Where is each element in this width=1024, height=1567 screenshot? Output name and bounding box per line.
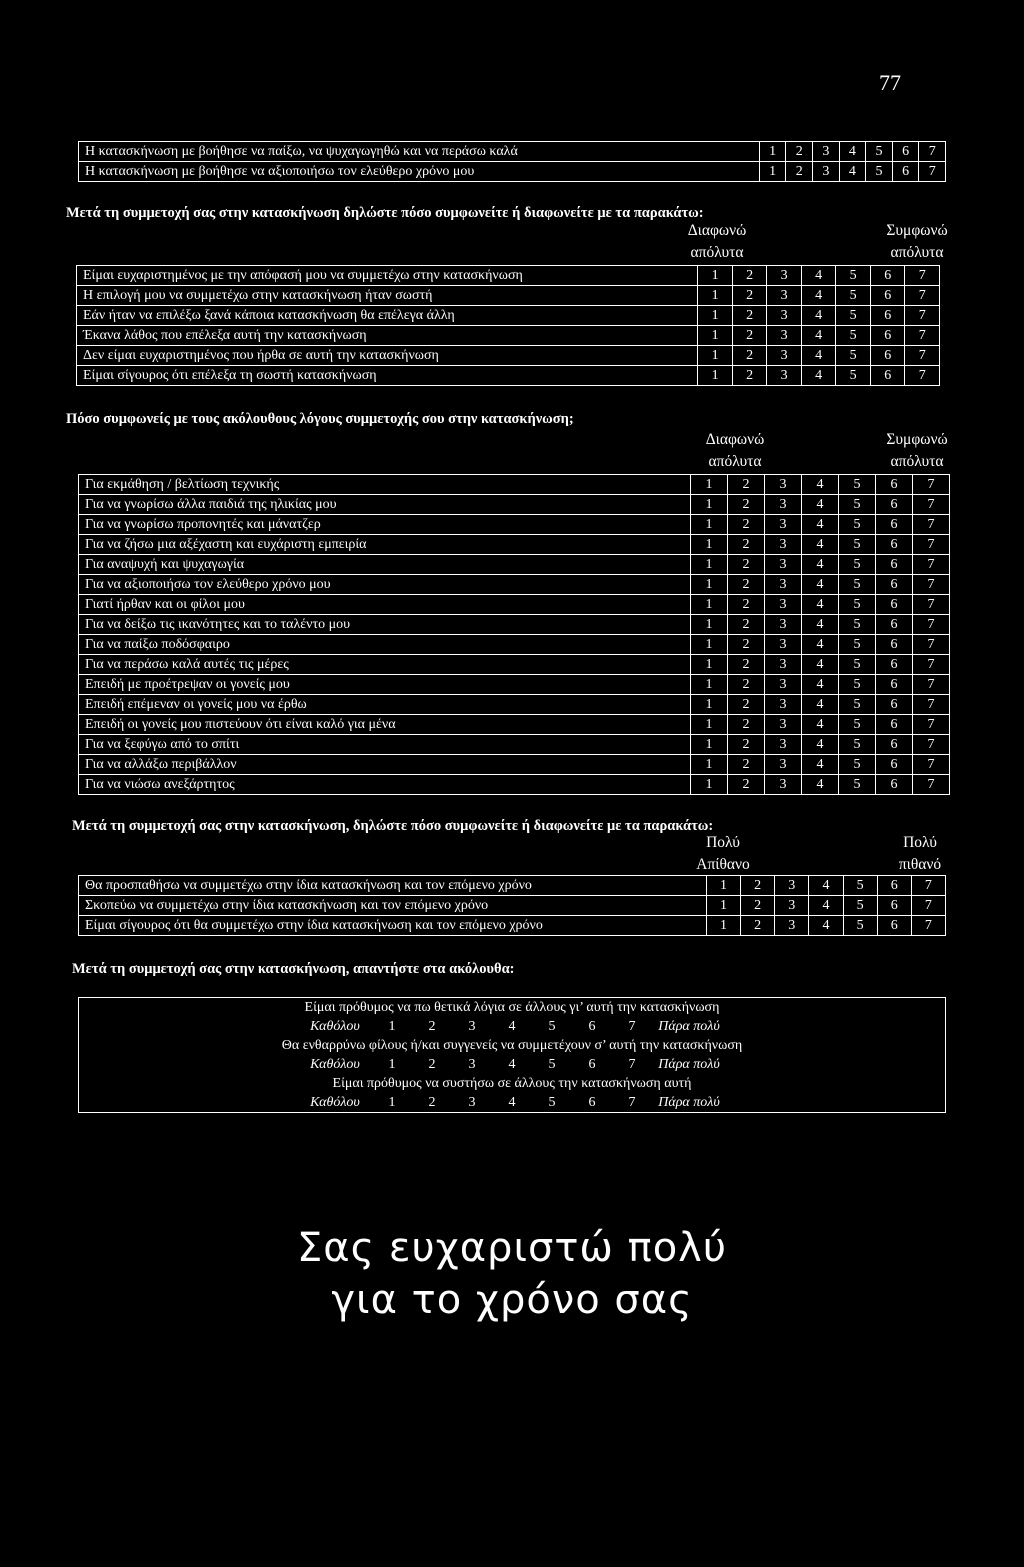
scale-option-2[interactable]: 2 — [728, 655, 765, 675]
statement-cell: Για να δείξω τις ικανότητες και το ταλέντο μου — [79, 615, 691, 635]
scale-option-4[interactable]: 4 — [802, 555, 839, 575]
closing-message — [0, 1222, 1024, 1326]
scale-option-7[interactable]: 7 — [913, 475, 950, 495]
statement-cell: Για να περάσω καλά αυτές τις μέρες — [79, 655, 691, 675]
scale-option-5[interactable]: 5 — [548, 1095, 556, 1110]
scale-option-2[interactable]: 2 — [741, 916, 775, 936]
statement-cell: Για να γνωρίσω προπονητές και μάνατζερ — [79, 515, 691, 535]
scale-option-5[interactable]: 5 — [843, 916, 877, 936]
table-row — [79, 162, 946, 182]
scale-option-3[interactable]: 3 — [775, 876, 809, 896]
scale-option-6[interactable]: 6 — [876, 775, 913, 795]
scale-option-6[interactable]: 6 — [870, 326, 905, 346]
scale-option-7[interactable]: 7 — [905, 306, 940, 326]
scale-option-1[interactable]: 1 — [691, 595, 728, 615]
scale-option-3[interactable]: 3 — [765, 595, 802, 615]
table-row — [79, 595, 950, 615]
scale-option-4[interactable]: 4 — [809, 896, 843, 916]
scale-option-3[interactable]: 3 — [775, 896, 809, 916]
table-row — [79, 876, 946, 896]
table-row — [79, 735, 950, 755]
scale-option-1[interactable]: 1 — [698, 266, 733, 286]
scale-option-6[interactable]: 6 — [876, 515, 913, 535]
scale-option-4[interactable]: 4 — [802, 635, 839, 655]
scale-option-6[interactable]: 6 — [892, 142, 919, 162]
scale-option-4[interactable]: 4 — [801, 346, 836, 366]
statement-cell: Για εκμάθηση / βελτίωση τεχνικής — [79, 475, 691, 495]
scale-option-7[interactable]: 7 — [913, 715, 950, 735]
section2-left-label: Διαφωνώ απόλυτα — [705, 431, 765, 470]
scale-option-4[interactable]: 4 — [802, 495, 839, 515]
scale-option-3[interactable]: 3 — [813, 142, 840, 162]
page-number: 77 — [879, 70, 901, 95]
scale-option-6[interactable]: 6 — [876, 575, 913, 595]
section4-statement: Θα ενθαρρύνω φίλους ή/και συγγενείς να συμμετέχουν σ’ αυτή την κατασκήνωση — [281, 1038, 743, 1053]
scale-option-2[interactable]: 2 — [728, 755, 765, 775]
scale-option-6[interactable]: 6 — [877, 896, 911, 916]
scale-option-5[interactable]: 5 — [839, 715, 876, 735]
scale-option-7[interactable]: 7 — [913, 635, 950, 655]
scale-option-4[interactable]: 4 — [802, 695, 839, 715]
scale-option-2[interactable]: 2 — [728, 575, 765, 595]
scale-option-4[interactable]: 4 — [801, 326, 836, 346]
scale-option-5[interactable]: 5 — [866, 142, 893, 162]
scale-option-1[interactable]: 1 — [759, 142, 786, 162]
scale-option-2[interactable]: 2 — [732, 306, 767, 326]
scale-option-2[interactable]: 2 — [728, 735, 765, 755]
statement-cell: Για να παίξω ποδόσφαιρο — [79, 635, 691, 655]
scale-option-4[interactable]: 4 — [802, 615, 839, 635]
scale-option-6[interactable]: 6 — [588, 1057, 596, 1072]
statement-cell: Εάν ήταν να επιλέξω ξανά κάποια κατασκήνωση θα επέλεγα άλλη — [77, 306, 698, 326]
scale-option-2[interactable]: 2 — [728, 775, 765, 795]
statement-cell: Επειδή οι γονείς μου πιστεύουν ότι είναι καλό για μένα — [79, 715, 691, 735]
scale-option-3[interactable]: 3 — [775, 916, 809, 936]
scale-option-1[interactable]: 1 — [691, 635, 728, 655]
scale-option-1[interactable]: 1 — [388, 1019, 396, 1034]
scale-option-6[interactable]: 6 — [588, 1019, 596, 1034]
scale-option-2[interactable]: 2 — [428, 1095, 436, 1110]
scale-option-1[interactable]: 1 — [698, 366, 733, 386]
scale-option-7[interactable]: 7 — [905, 266, 940, 286]
scale-option-2[interactable]: 2 — [732, 266, 767, 286]
table-row — [79, 896, 946, 916]
scale-option-6[interactable]: 6 — [876, 695, 913, 715]
scale-option-4[interactable]: 4 — [508, 1057, 516, 1072]
scale-option-2[interactable]: 2 — [728, 475, 765, 495]
scale-option-2[interactable]: 2 — [728, 515, 765, 535]
scale-option-1[interactable]: 1 — [759, 162, 786, 182]
scale-option-4[interactable]: 4 — [802, 515, 839, 535]
scale-option-4[interactable]: 4 — [802, 755, 839, 775]
scale-high-label: Πάρα πολύ — [658, 1057, 720, 1072]
scale-option-6[interactable]: 6 — [588, 1095, 596, 1110]
scale-option-3[interactable]: 3 — [765, 475, 802, 495]
scale-option-2[interactable]: 2 — [786, 162, 813, 182]
statement-cell: Η επιλογή μου να συμμετέχω στην κατασκήνωση ήταν σωστή — [77, 286, 698, 306]
scale-option-1[interactable]: 1 — [698, 306, 733, 326]
scale-option-5[interactable]: 5 — [836, 346, 871, 366]
scale-option-4[interactable]: 4 — [508, 1095, 516, 1110]
section2-table — [78, 474, 950, 795]
scale-option-2[interactable]: 2 — [728, 695, 765, 715]
scale-option-5[interactable]: 5 — [839, 695, 876, 715]
section4-statement: Είμαι πρόθυμος να πω θετικά λόγια σε άλλους γι’ αυτή την κατασκήνωση — [304, 1000, 720, 1015]
scale-option-1[interactable]: 1 — [691, 755, 728, 775]
table-row — [79, 495, 950, 515]
scale-option-6[interactable]: 6 — [892, 162, 919, 182]
statement-cell: Είμαι σίγουρος ότι θα συμμετέχω στην ίδια κατασκήνωση και τον επόμενο χρόνο — [79, 916, 707, 936]
section4-scale — [79, 1093, 945, 1112]
scale-option-7[interactable]: 7 — [913, 595, 950, 615]
scale-option-6[interactable]: 6 — [876, 655, 913, 675]
scale-option-1[interactable]: 1 — [706, 876, 740, 896]
scale-option-4[interactable]: 4 — [801, 306, 836, 326]
scale-option-5[interactable]: 5 — [836, 326, 871, 346]
scale-option-5[interactable]: 5 — [839, 755, 876, 775]
table-row — [77, 366, 940, 386]
scale-option-1[interactable]: 1 — [691, 775, 728, 795]
statement-cell: Για να ξεφύγω από το σπίτι — [79, 735, 691, 755]
scale-option-1[interactable]: 1 — [691, 655, 728, 675]
scale-option-7[interactable]: 7 — [913, 495, 950, 515]
table-row — [79, 475, 950, 495]
scale-option-3[interactable]: 3 — [767, 286, 802, 306]
scale-option-3[interactable]: 3 — [767, 306, 802, 326]
scale-option-4[interactable]: 4 — [802, 575, 839, 595]
scale-option-7[interactable]: 7 — [913, 675, 950, 695]
scale-option-5[interactable]: 5 — [843, 896, 877, 916]
scale-option-1[interactable]: 1 — [691, 695, 728, 715]
section4-scale — [79, 1055, 945, 1074]
scale-high-label: Πάρα πολύ — [658, 1095, 720, 1110]
section1-right-label: Συμφωνώ απόλυτα — [886, 222, 948, 261]
table-row — [77, 266, 940, 286]
scale-option-7[interactable]: 7 — [628, 1019, 636, 1034]
scale-option-7[interactable]: 7 — [913, 755, 950, 775]
scale-option-5[interactable]: 5 — [839, 635, 876, 655]
scale-option-7[interactable]: 7 — [913, 575, 950, 595]
scale-option-5[interactable]: 5 — [839, 495, 876, 515]
scale-option-3[interactable]: 3 — [765, 735, 802, 755]
section4-items — [79, 998, 946, 1113]
scale-option-1[interactable]: 1 — [691, 475, 728, 495]
scale-option-3[interactable]: 3 — [468, 1057, 476, 1072]
statement-cell: Έκανα λάθος που επέλεξα αυτή την κατασκήνωση — [77, 326, 698, 346]
scale-option-3[interactable]: 3 — [765, 535, 802, 555]
scale-option-3[interactable]: 3 — [767, 266, 802, 286]
scale-option-2[interactable]: 2 — [728, 675, 765, 695]
scale-option-7[interactable]: 7 — [913, 535, 950, 555]
scale-option-1[interactable]: 1 — [388, 1057, 396, 1072]
scale-option-4[interactable]: 4 — [839, 162, 866, 182]
scale-option-3[interactable]: 3 — [765, 715, 802, 735]
scale-option-3[interactable]: 3 — [765, 555, 802, 575]
scale-option-5[interactable]: 5 — [839, 675, 876, 695]
scale-option-7[interactable]: 7 — [628, 1057, 636, 1072]
scale-option-4[interactable]: 4 — [801, 286, 836, 306]
table-row — [79, 142, 946, 162]
scale-option-5[interactable]: 5 — [839, 615, 876, 635]
scale-option-4[interactable]: 4 — [802, 595, 839, 615]
scale-option-2[interactable]: 2 — [728, 635, 765, 655]
statement-cell: Είμαι σίγουρος ότι επέλεξα τη σωστή κατασκήνωση — [77, 366, 698, 386]
section1-table — [76, 265, 940, 386]
scale-option-7[interactable]: 7 — [905, 366, 940, 386]
scale-option-5[interactable]: 5 — [836, 306, 871, 326]
scale-option-4[interactable]: 4 — [809, 876, 843, 896]
scale-option-1[interactable]: 1 — [706, 916, 740, 936]
scale-option-7[interactable]: 7 — [919, 142, 946, 162]
scale-option-4[interactable]: 4 — [809, 916, 843, 936]
scale-option-2[interactable]: 2 — [732, 346, 767, 366]
scale-option-1[interactable]: 1 — [691, 495, 728, 515]
scale-option-6[interactable]: 6 — [870, 286, 905, 306]
table-row — [79, 515, 950, 535]
section2-heading: Πόσο συμφωνείς με τους ακόλουθους λόγους συμμετοχής σου στην κατασκήνωση; — [66, 411, 574, 427]
scale-option-6[interactable]: 6 — [876, 475, 913, 495]
scale-option-6[interactable]: 6 — [870, 366, 905, 386]
scale-option-2[interactable]: 2 — [741, 896, 775, 916]
scale-option-7[interactable]: 7 — [913, 655, 950, 675]
statement-cell: Για να ζήσω μια αξέχαστη και ευχάριστη εμπειρία — [79, 535, 691, 555]
statement-cell: Επειδή με προέτρεψαν οι γονείς μου — [79, 675, 691, 695]
scale-option-2[interactable]: 2 — [741, 876, 775, 896]
scale-option-6[interactable]: 6 — [877, 876, 911, 896]
table-row — [77, 326, 940, 346]
section4-statement: Είμαι πρόθυμος να συστήσω σε άλλους την κατασκήνωση αυτή — [332, 1076, 692, 1091]
scale-option-4[interactable]: 4 — [802, 655, 839, 675]
scale-option-7[interactable]: 7 — [913, 695, 950, 715]
scale-option-6[interactable]: 6 — [876, 755, 913, 775]
scale-option-1[interactable]: 1 — [691, 615, 728, 635]
scale-option-5[interactable]: 5 — [839, 575, 876, 595]
scale-option-2[interactable]: 2 — [728, 495, 765, 515]
scale-option-5[interactable]: 5 — [866, 162, 893, 182]
scale-option-7[interactable]: 7 — [919, 162, 946, 182]
table-row — [79, 755, 950, 775]
scale-option-6[interactable]: 6 — [876, 675, 913, 695]
top-table — [78, 141, 946, 182]
scale-option-6[interactable]: 6 — [876, 615, 913, 635]
scale-option-5[interactable]: 5 — [548, 1019, 556, 1034]
scale-option-6[interactable]: 6 — [870, 306, 905, 326]
statement-cell: Για να γνωρίσω άλλα παιδιά της ηλικίας μου — [79, 495, 691, 515]
scale-option-6[interactable]: 6 — [870, 346, 905, 366]
scale-option-2[interactable]: 2 — [428, 1019, 436, 1034]
scale-option-5[interactable]: 5 — [839, 735, 876, 755]
scale-option-1[interactable]: 1 — [706, 896, 740, 916]
scale-option-5[interactable]: 5 — [836, 286, 871, 306]
scale-option-6[interactable]: 6 — [876, 535, 913, 555]
section1-heading: Μετά τη συμμετοχή σας στην κατασκήνωση δηλώστε πόσο συμφωνείτε ή διαφωνείτε με τα παρακάτω: — [66, 205, 704, 221]
scale-option-6[interactable]: 6 — [877, 916, 911, 936]
scale-low-label: Καθόλου — [310, 1019, 360, 1034]
scale-option-3[interactable]: 3 — [765, 515, 802, 535]
scale-option-3[interactable]: 3 — [765, 775, 802, 795]
scale-option-5[interactable]: 5 — [839, 555, 876, 575]
scale-low-label: Καθόλου — [310, 1095, 360, 1110]
statement-cell: Γιατί ήρθαν και οι φίλοι μου — [79, 595, 691, 615]
closing-line-1: Σας ευχαριστώ πολύ — [296, 1225, 727, 1271]
table-row — [79, 775, 950, 795]
section2-right-label: Συμφωνώ απόλυτα — [886, 431, 948, 470]
scale-option-3[interactable]: 3 — [765, 755, 802, 775]
scale-option-4[interactable]: 4 — [801, 266, 836, 286]
scale-option-7[interactable]: 7 — [913, 615, 950, 635]
scale-option-1[interactable]: 1 — [698, 346, 733, 366]
scale-option-3[interactable]: 3 — [813, 162, 840, 182]
section4-scale — [79, 1017, 945, 1036]
statement-cell: Για να αλλάξω περιβάλλον — [79, 755, 691, 775]
scale-option-1[interactable]: 1 — [691, 555, 728, 575]
scale-option-2[interactable]: 2 — [732, 326, 767, 346]
scale-option-1[interactable]: 1 — [691, 515, 728, 535]
scale-option-6[interactable]: 6 — [876, 635, 913, 655]
scale-option-2[interactable]: 2 — [732, 286, 767, 306]
table-row — [79, 655, 950, 675]
table-row — [79, 675, 950, 695]
table-row — [79, 575, 950, 595]
scale-option-5[interactable]: 5 — [836, 366, 871, 386]
section3-right-label: Πολύ πιθανό — [898, 834, 942, 873]
scale-option-2[interactable]: 2 — [732, 366, 767, 386]
table-row — [77, 286, 940, 306]
statement-cell: Η κατασκήνωση με βοήθησε να παίξω, να ψυχαγωγηθώ και να περάσω καλά — [79, 142, 760, 162]
scale-option-7[interactable]: 7 — [911, 916, 945, 936]
scale-option-7[interactable]: 7 — [913, 735, 950, 755]
table-row — [79, 916, 946, 936]
scale-option-1[interactable]: 1 — [691, 535, 728, 555]
scale-option-7[interactable]: 7 — [913, 555, 950, 575]
section3-table — [78, 875, 946, 936]
scale-option-5[interactable]: 5 — [839, 595, 876, 615]
scale-option-3[interactable]: 3 — [765, 655, 802, 675]
scale-option-2[interactable]: 2 — [728, 555, 765, 575]
scale-option-5[interactable]: 5 — [839, 535, 876, 555]
scale-option-5[interactable]: 5 — [839, 655, 876, 675]
closing-line-2: για το χρόνο σας — [331, 1277, 693, 1323]
statement-cell: Θα προσπαθήσω να συμμετέχω στην ίδια κατασκήνωση και τον επόμενο χρόνο — [79, 876, 707, 896]
scale-option-6[interactable]: 6 — [876, 595, 913, 615]
table-row — [79, 615, 950, 635]
statement-cell: Για αναψυχή και ψυχαγωγία — [79, 555, 691, 575]
scale-option-3[interactable]: 3 — [468, 1019, 476, 1034]
scale-option-2[interactable]: 2 — [728, 595, 765, 615]
scale-option-4[interactable]: 4 — [801, 366, 836, 386]
scale-option-6[interactable]: 6 — [876, 555, 913, 575]
statement-cell: Η κατασκήνωση με βοήθησε να αξιοποιήσω τον ελεύθερο χρόνο μου — [79, 162, 760, 182]
section4-box — [78, 997, 946, 1113]
scale-option-1[interactable]: 1 — [698, 286, 733, 306]
scale-option-3[interactable]: 3 — [765, 615, 802, 635]
scale-option-3[interactable]: 3 — [765, 695, 802, 715]
scale-option-4[interactable]: 4 — [802, 775, 839, 795]
scale-option-2[interactable]: 2 — [786, 142, 813, 162]
scale-option-1[interactable]: 1 — [691, 575, 728, 595]
scale-option-5[interactable]: 5 — [839, 775, 876, 795]
statement-cell: Δεν είμαι ευχαριστημένος που ήρθα σε αυτή την κατασκήνωση — [77, 346, 698, 366]
scale-option-4[interactable]: 4 — [802, 735, 839, 755]
scale-option-2[interactable]: 2 — [728, 535, 765, 555]
scale-option-6[interactable]: 6 — [876, 495, 913, 515]
table-row — [77, 306, 940, 326]
scale-option-3[interactable]: 3 — [765, 675, 802, 695]
statement-cell: Για να αξιοποιήσω τον ελεύθερο χρόνο μου — [79, 575, 691, 595]
table-row — [77, 346, 940, 366]
statement-cell: Σκοπεύω να συμμετέχω στην ίδια κατασκήνωση και τον επόμενο χρόνο — [79, 896, 707, 916]
scale-option-4[interactable]: 4 — [802, 475, 839, 495]
scale-option-6[interactable]: 6 — [870, 266, 905, 286]
scale-option-4[interactable]: 4 — [802, 535, 839, 555]
scale-option-2[interactable]: 2 — [428, 1057, 436, 1072]
scale-option-7[interactable]: 7 — [905, 286, 940, 306]
scale-option-7[interactable]: 7 — [628, 1095, 636, 1110]
table-row — [79, 695, 950, 715]
scale-option-3[interactable]: 3 — [765, 635, 802, 655]
scale-option-3[interactable]: 3 — [767, 326, 802, 346]
scale-option-5[interactable]: 5 — [548, 1057, 556, 1072]
scale-option-5[interactable]: 5 — [839, 515, 876, 535]
statement-cell: Είμαι ευχαριστημένος με την απόφασή μου να συμμετέχω στην κατασκήνωση — [77, 266, 698, 286]
section4-heading: Μετά τη συμμετοχή σας στην κατασκήνωση, απαντήστε στα ακόλουθα: — [72, 961, 515, 977]
scale-option-3[interactable]: 3 — [767, 366, 802, 386]
scale-option-3[interactable]: 3 — [765, 575, 802, 595]
scale-option-7[interactable]: 7 — [905, 346, 940, 366]
scale-option-4[interactable]: 4 — [802, 715, 839, 735]
statement-cell: Για να νιώσω ανεξάρτητος — [79, 775, 691, 795]
scale-option-6[interactable]: 6 — [876, 735, 913, 755]
table-row — [79, 715, 950, 735]
table-row — [79, 635, 950, 655]
scale-option-6[interactable]: 6 — [876, 715, 913, 735]
table-row — [79, 555, 950, 575]
scale-option-4[interactable]: 4 — [839, 142, 866, 162]
scale-low-label: Καθόλου — [310, 1057, 360, 1072]
scale-option-3[interactable]: 3 — [468, 1095, 476, 1110]
scale-option-1[interactable]: 1 — [691, 675, 728, 695]
scale-option-1[interactable]: 1 — [388, 1095, 396, 1110]
scale-option-4[interactable]: 4 — [802, 675, 839, 695]
scale-option-7[interactable]: 7 — [911, 896, 945, 916]
scale-high-label: Πάρα πολύ — [658, 1019, 720, 1034]
scale-option-2[interactable]: 2 — [728, 615, 765, 635]
scale-option-1[interactable]: 1 — [691, 735, 728, 755]
scale-option-4[interactable]: 4 — [508, 1019, 516, 1034]
statement-cell: Επειδή επέμεναν οι γονείς μου να έρθω — [79, 695, 691, 715]
scale-option-7[interactable]: 7 — [913, 775, 950, 795]
section1-left-label: Διαφωνώ απόλυτα — [687, 222, 747, 261]
table-row — [79, 535, 950, 555]
scale-option-3[interactable]: 3 — [765, 495, 802, 515]
scale-option-1[interactable]: 1 — [691, 715, 728, 735]
section3-heading: Μετά τη συμμετοχή σας στην κατασκήνωση, δηλώστε πόσο συμφωνείτε ή διαφωνείτε με τα παρακάτω: — [72, 818, 714, 834]
scale-option-5[interactable]: 5 — [839, 475, 876, 495]
scale-option-2[interactable]: 2 — [728, 715, 765, 735]
section3-left-label: Πολύ Απίθανο — [696, 834, 750, 873]
scale-option-7[interactable]: 7 — [905, 326, 940, 346]
scale-option-7[interactable]: 7 — [913, 515, 950, 535]
scale-option-1[interactable]: 1 — [698, 326, 733, 346]
scale-option-5[interactable]: 5 — [843, 876, 877, 896]
scale-option-3[interactable]: 3 — [767, 346, 802, 366]
scale-option-7[interactable]: 7 — [911, 876, 945, 896]
scale-option-5[interactable]: 5 — [836, 266, 871, 286]
